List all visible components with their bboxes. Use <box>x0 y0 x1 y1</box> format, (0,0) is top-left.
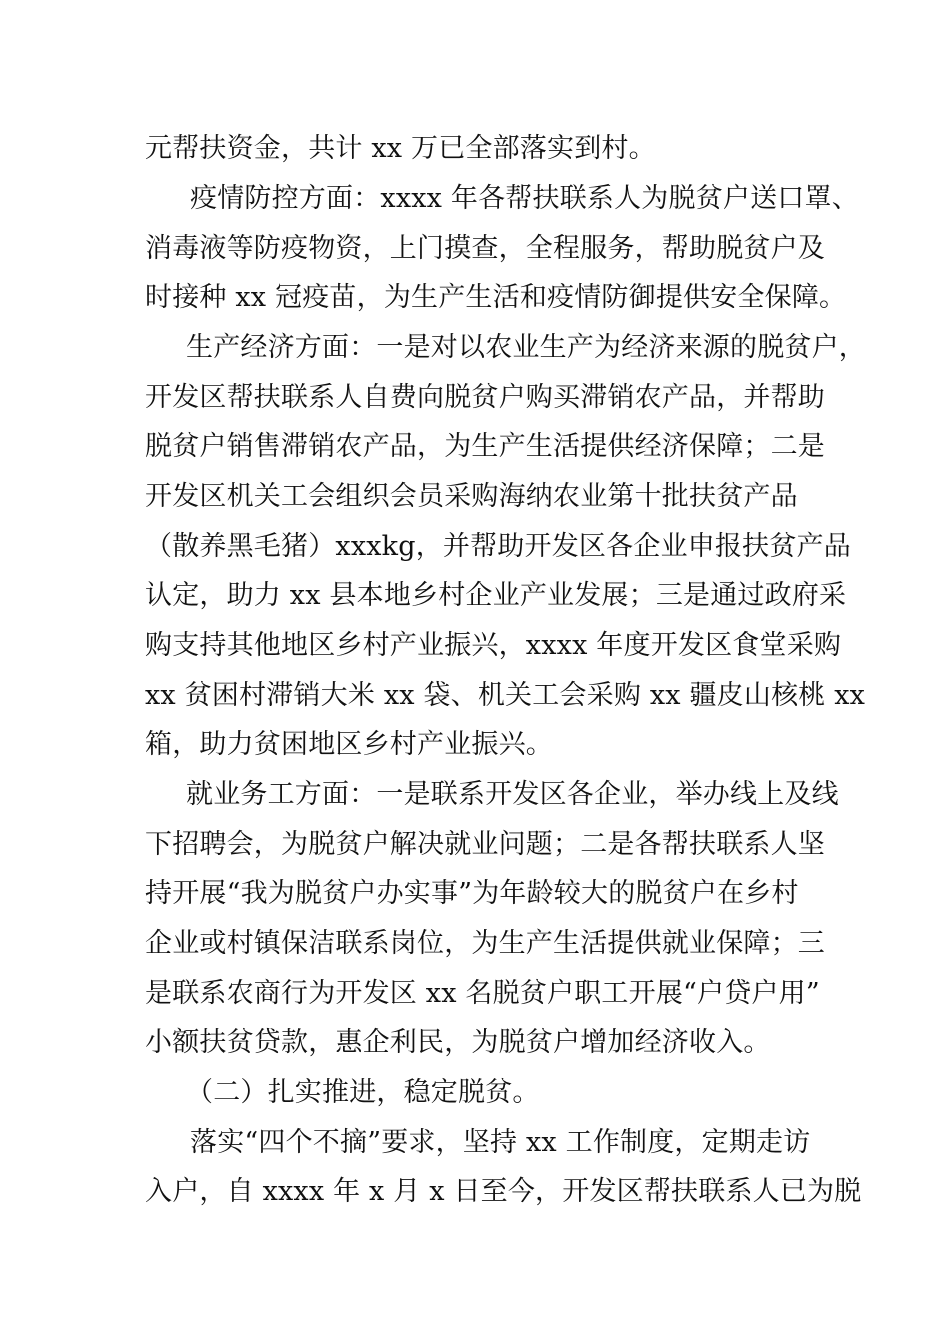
body-text-line: 入户，自 xxxx 年 x 月 x 日至今，开发区帮扶联系人已为脱 <box>145 1176 862 1207</box>
body-text-line: 开发区帮扶联系人自费向脱贫户购买滞销农产品，并帮助 <box>145 382 825 413</box>
paragraph-production-economy: 生产经济方面：一是对以农业生产为经济来源的脱贫户， <box>186 332 866 363</box>
paragraph-epidemic-prevention: 疫情防控方面：xxxx 年各帮扶联系人为脱贫户送口罩、 <box>190 183 859 214</box>
paragraph-employment: 就业务工方面：一是联系开发区各企业，举办线上及线 <box>186 779 839 810</box>
body-text-line: 开发区机关工会组织会员采购海纳农业第十批扶贫产品 <box>145 481 798 512</box>
body-text-line: 企业或村镇保洁联系岗位，为生产生活提供就业保障；三 <box>145 928 825 959</box>
section-heading: （二）扎实推进，稳定脱贫。 <box>186 1077 540 1108</box>
body-text-line: 消毒液等防疫物资，上门摸查，全程服务，帮助脱贫户及 <box>145 233 825 264</box>
body-text-line: 元帮扶资金，共计 xx 万已全部落实到村。 <box>145 133 656 164</box>
body-text-line: （散养黑毛猪）xxxkg，并帮助开发区各企业申报扶贫产品 <box>145 531 851 562</box>
body-text-line: 箱，助力贫困地区乡村产业振兴。 <box>145 729 553 760</box>
body-text-line: 认定，助力 xx 县本地乡村企业产业发展；三是通过政府采 <box>145 580 847 611</box>
body-text-line: 持开展“我为脱贫户办实事”为年龄较大的脱贫户在乡村 <box>145 878 799 909</box>
body-text-line: 是联系农商行为开发区 xx 名脱贫户职工开展“户贷户用” <box>145 978 820 1009</box>
paragraph-four-not-remove: 落实“四个不摘”要求，坚持 xx 工作制度，定期走访 <box>190 1127 811 1158</box>
body-text-line: 时接种 xx 冠疫苗，为生产生活和疫情防御提供安全保障。 <box>145 282 847 313</box>
body-text-line: 购支持其他地区乡村产业振兴，xxxx 年度开发区食堂采购 <box>145 630 842 661</box>
body-text-line: xx 贫困村滞销大米 xx 袋、机关工会采购 xx 疆皮山核桃 xx <box>145 680 866 711</box>
body-text-line: 小额扶贫贷款，惠企利民，为脱贫户增加经济收入。 <box>145 1027 771 1058</box>
body-text-line: 下招聘会，为脱贫户解决就业问题；二是各帮扶联系人坚 <box>145 829 825 860</box>
body-text-line: 脱贫户销售滞销农产品，为生产生活提供经济保障；二是 <box>145 431 825 462</box>
